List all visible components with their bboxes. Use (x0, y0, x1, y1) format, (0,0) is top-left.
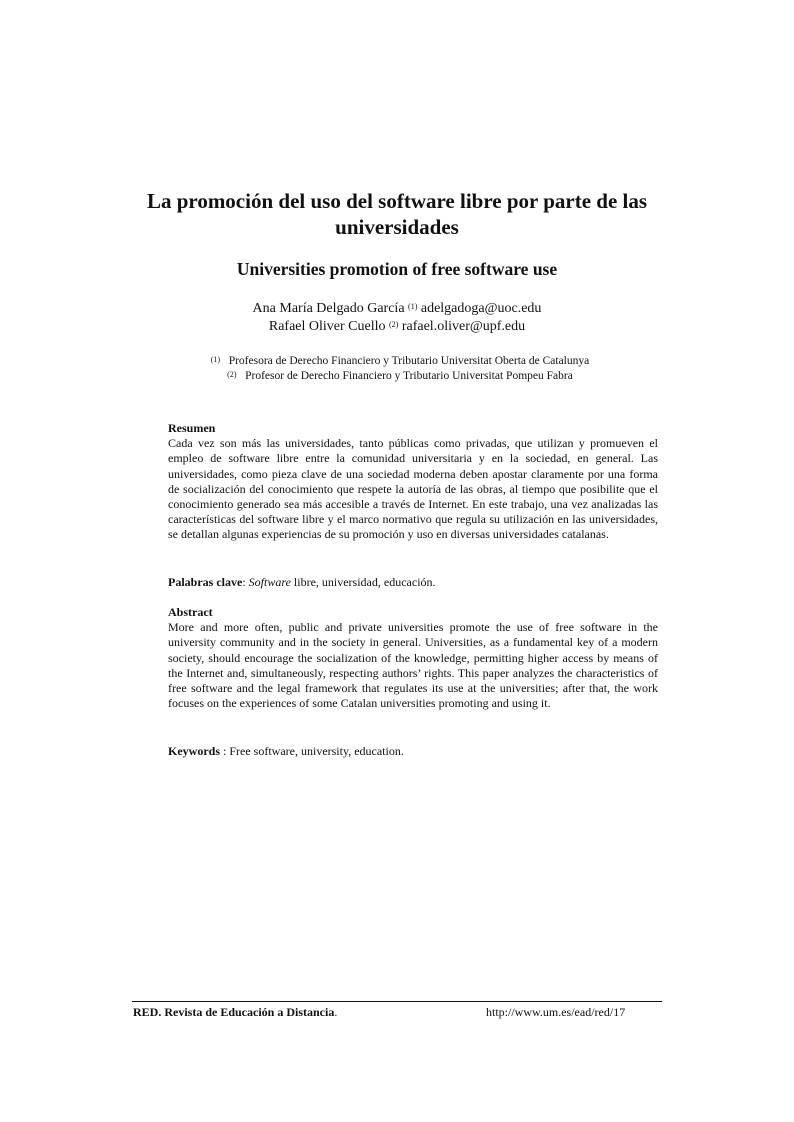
affiliation-text: Profesor de Derecho Financiero y Tributario Universitat Pompeu Fabra (245, 370, 573, 382)
palabras-clave: Palabras clave: Software libre, universidad, educación. (168, 575, 436, 589)
abstract-section (168, 605, 658, 711)
keywords-label: Keywords (168, 744, 220, 758)
affiliation-mark: (2) (227, 370, 237, 379)
author-mark: (1) (408, 302, 418, 311)
keywords-text: Free software, university, education. (229, 744, 404, 758)
abstract-heading: Abstract (168, 605, 213, 619)
author-email: rafael.oliver@upf.edu (401, 319, 526, 334)
affiliation-text: Profesora de Derecho Financiero y Tributario Universitat Oberta de Catalunya (228, 355, 590, 367)
author-2 (120, 318, 674, 336)
resumen-heading: Resumen (168, 421, 216, 435)
author-name: Rafael Oliver Cuello (268, 319, 386, 334)
resumen-text: Cada vez son más las universidades, tanto públicas como privadas, que utilizan y promueven el empleo de software libre entre la comunidad universitaria y en la sociedad, en general. Las universidades, como pieza clave de una sociedad moderna deben apostar claramente por una forma de socialización del conocimiento que respete la autoría de las obras, al tiempo que posibilite que el conocimiento generado sea más accesible a través de Internet. En este trabajo, una vez analizadas las características del software libre y el marco normativo que regula su utilización en las universidades, se detallan algunas experiencias de su promoción y uso en diversas universidades catalanas. (168, 436, 658, 542)
palabras-clave-label: Palabras clave (168, 575, 243, 589)
author-name: Ana María Delgado García (252, 301, 405, 316)
paper-subtitle: Universities promotion of free software use (236, 259, 558, 279)
resumen-section (168, 421, 658, 543)
author-mark: (2) (389, 320, 399, 329)
footer-url[interactable]: http://www.um.es/ead/red/17 (486, 1005, 626, 1019)
palabras-clave-italic: Software (248, 575, 291, 589)
footer-journal: RED. Revista de Educación a Distancia. (133, 1005, 338, 1019)
author-1 (120, 300, 674, 318)
abstract-text: More and more often, public and private universities promote the use of free software in the university community and in the society in general. Universities, as a fundamental key of a modern society, should encourage the socialization of the knowledge, permitting higher access by means of the Internet and, simultaneously, respecting authors’ rights. This paper analyzes the characteristics of free software and the legal framework that regulates its use at the universities; after that, the work focuses on the experiences of some Catalan universities promoting and using it. (168, 620, 658, 711)
affiliation-1 (150, 354, 650, 369)
palabras-clave-text: libre, universidad, educación. (290, 575, 436, 589)
footer-rule (132, 1001, 662, 1002)
affiliation-mark: (1) (210, 355, 221, 364)
affiliation-2 (150, 369, 650, 384)
paper-title: La promoción del uso del software libre por parte de las universidades (146, 189, 648, 239)
keywords: Keywords : Free software, university, education. (168, 744, 404, 758)
author-email: adelgadoga@uoc.edu (420, 301, 542, 316)
